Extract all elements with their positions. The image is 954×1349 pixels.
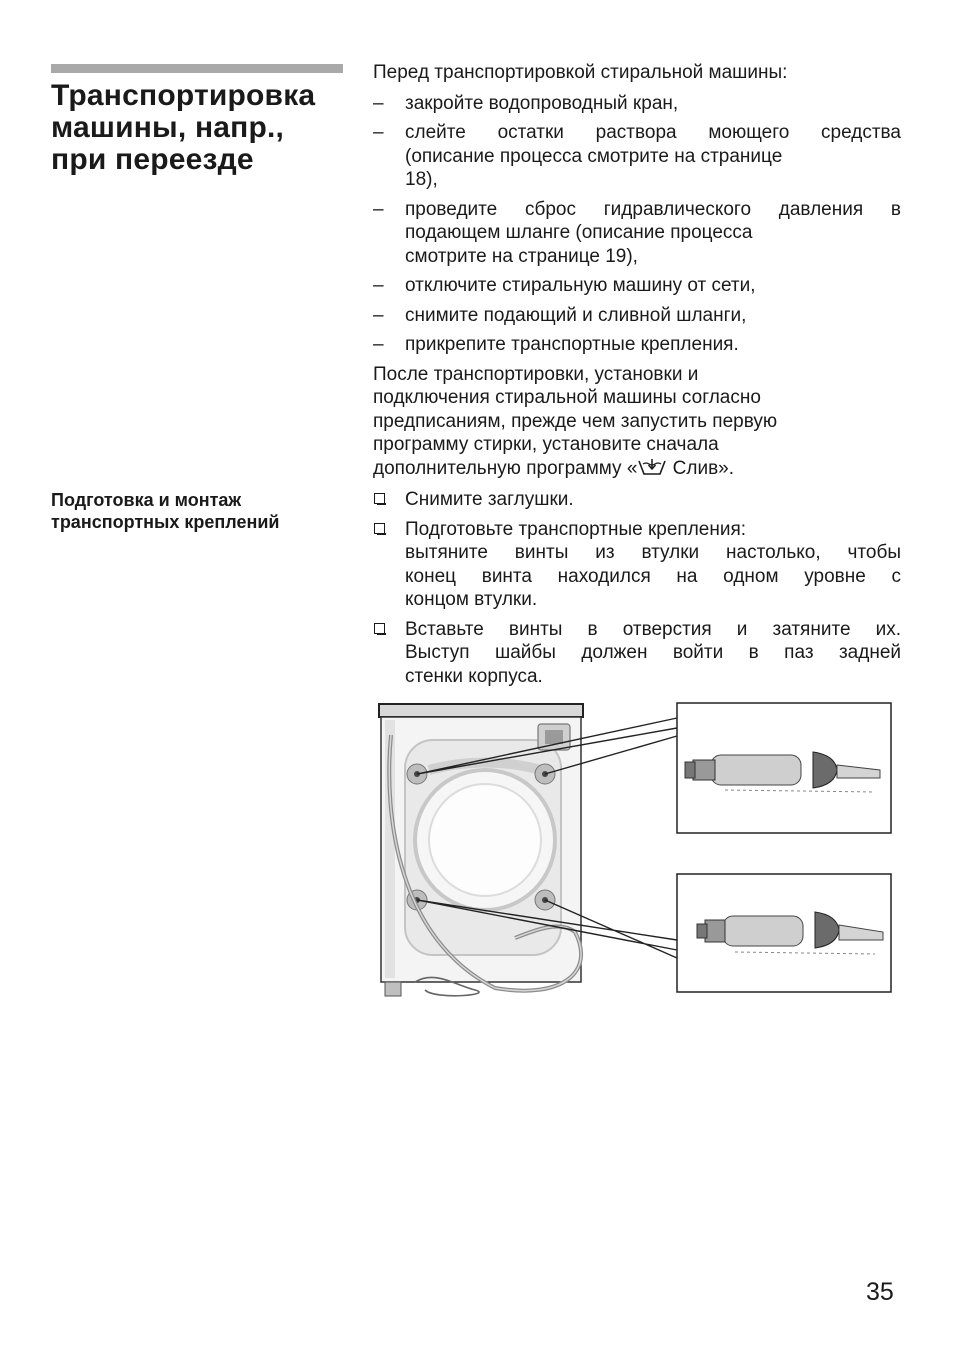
- title-line: машины, напр.,: [51, 111, 285, 144]
- transport-instructions: [373, 61, 901, 480]
- checklist-item: Вставьте винты в отверстия и затяните их. Выступ шайбы должен войти в паз задней стенки корпуса.: [373, 618, 901, 689]
- dash-marker: –: [373, 304, 384, 326]
- step-text: слейте остатки раствора моющего средства: [405, 122, 901, 143]
- checkbox-icon: [374, 493, 385, 504]
- step-text: (описание процесса смотрите на странице: [405, 145, 783, 167]
- step-item: [373, 274, 901, 298]
- step-text: закройте водопроводный кран,: [405, 92, 679, 114]
- washing-machine-rear-view: [379, 704, 583, 996]
- title-line: при переезде: [51, 143, 254, 176]
- section-subheading: Подготовка и монтаж транспортных креплений: [51, 490, 280, 532]
- dash-marker: –: [373, 92, 384, 114]
- step-text: снимите подающий и сливной шланги,: [405, 304, 747, 326]
- intro-text: Перед транспортировкой стиральной машины:: [373, 62, 788, 83]
- bolt-detail-before: [677, 703, 891, 833]
- dash-marker: –: [373, 275, 384, 296]
- dash-marker: –: [373, 334, 384, 355]
- dash-marker: –: [373, 122, 384, 143]
- step-text: отключите стиральную машину от сети,: [405, 275, 756, 296]
- step-item: [373, 92, 901, 116]
- step-item: [373, 304, 901, 328]
- dash-marker: –: [373, 198, 384, 220]
- checkbox-icon: [374, 523, 385, 534]
- page-number: 35: [866, 1278, 894, 1306]
- mounting-checklist: [373, 488, 901, 694]
- step-text: подающем шланге (описание процесса: [405, 222, 753, 243]
- checkbox-icon: [374, 623, 385, 634]
- step-text: проведите сброс гидравлического давления в: [405, 198, 901, 220]
- drain-program-icon: [637, 458, 667, 476]
- header-rule: [51, 64, 343, 73]
- step-text: смотрите на странице 19),: [405, 245, 638, 267]
- bolt-detail-after: [677, 874, 891, 992]
- title-line: Транспортировка: [51, 79, 316, 112]
- step-item: [373, 198, 901, 269]
- page-title: [51, 80, 351, 176]
- step-text: 18),: [405, 169, 438, 190]
- step-item: [373, 333, 901, 357]
- step-text: прикрепите транспортные крепления.: [405, 334, 739, 355]
- checklist-item: Подготовьте транспортные крепления: вытяните винты из втулки настолько, чтобы конец винта находился на одном уровне с концом втулки.: [373, 518, 901, 612]
- transport-bolts-illustration: [375, 700, 895, 1010]
- after-transport-text: После транспортировки, установки и подключения стиральной машины согласно предписаниям, прежде чем запустить первую программу стирки, установите сначала дополнительную программу « Слив».: [373, 363, 778, 479]
- checklist-item: Снимите заглушки.: [373, 488, 901, 512]
- step-item: [373, 121, 901, 192]
